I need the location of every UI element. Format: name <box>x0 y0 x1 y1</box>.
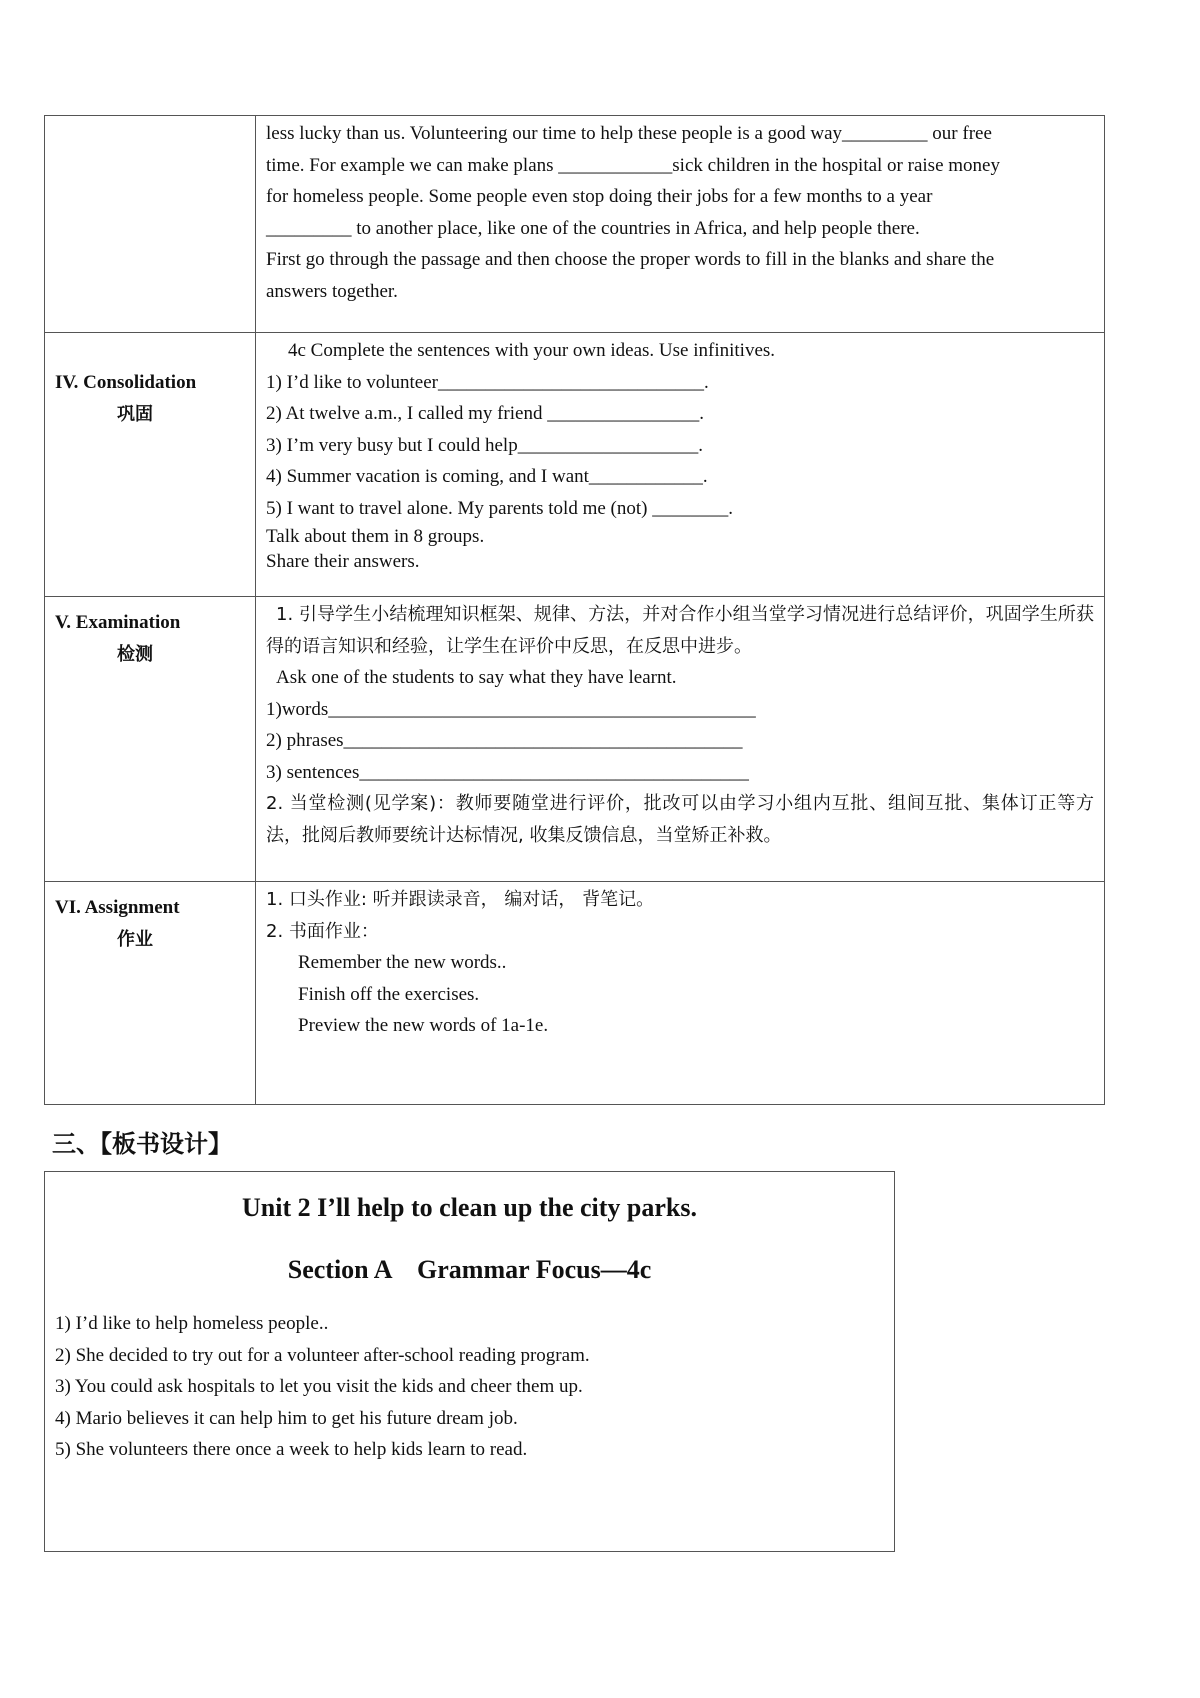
board-design-box <box>44 1171 895 1552</box>
examination-label-cell <box>45 597 256 882</box>
examination-label-zh: 检测 <box>117 643 153 665</box>
consolidation-label-cell <box>45 333 256 597</box>
consolidation-label: IV. Consolidation <box>55 372 197 393</box>
lesson-table <box>44 115 1105 1105</box>
assignment-label-cell <box>45 882 256 1105</box>
table-row-assignment <box>45 882 1105 1105</box>
homework-task-2: Finish off the exercises. <box>298 983 480 1005</box>
summary-instruction: 1. 引导学生小结梳理知识框架、规律、方法，并对合作小组当堂学习情况进行总结评价，巩固学生所获得的语言知识和经验，让学生在评价中反思，在反思中进步。 <box>266 604 1094 657</box>
assignment-label: VI. Assignment <box>55 897 180 918</box>
board-sentence-4: 4) Mario believes it can help him to get his future dream job. <box>55 1407 518 1429</box>
exercise-item-1: 1) I’d like to volunteer____________________________. <box>266 371 709 393</box>
ask-students-line: Ask one of the students to say what they have learnt. <box>276 667 677 688</box>
assignment-label-zh: 作业 <box>117 928 153 950</box>
words-blank: 1)words_____________________________________________ <box>266 698 756 720</box>
board-sentence-1: 1) I’d like to help homeless people.. <box>55 1313 329 1334</box>
assignment-content-cell <box>256 882 1105 1105</box>
homework-task-3: Preview the new words of 1a-1e. <box>298 1015 549 1036</box>
board-section-subtitle: Section A Grammar Focus—4c <box>287 1255 652 1284</box>
board-sentence-3: 3) You could ask hospitals to let you visit the kids and cheer them up. <box>55 1376 583 1397</box>
board-design-heading: 三、【板书设计】 <box>52 1130 232 1158</box>
written-homework-heading: 2. 书面作业： <box>266 920 379 942</box>
reading-content-cell <box>256 116 1105 333</box>
sentences-blank: 3) sentences_________________________________________ <box>266 761 749 783</box>
group-talk-note: Talk about them in 8 groups. <box>266 526 485 547</box>
share-answers-note: Share their answers. <box>266 551 420 572</box>
phrases-blank: 2) phrases__________________________________________ <box>266 730 743 751</box>
consolidation-content-cell <box>256 333 1105 597</box>
oral-homework: 1. 口头作业: 听并跟读录音， 编对话， 背笔记。 <box>266 889 655 910</box>
passage-line-3: for homeless people. Some people even stop doing their jobs for a few months to a year <box>266 186 933 207</box>
exercise-4c-intro: 4c Complete the sentences with your own ideas. Use infinitives. <box>288 340 776 361</box>
passage-line-4: _________ to another place, like one of the countries in Africa, and help people there. <box>266 217 920 239</box>
instruction-line-1: First go through the passage and then choose the proper words to fill in the blanks and share the <box>266 249 995 270</box>
table-row-examination <box>45 597 1105 882</box>
instruction-line-2: answers together. <box>266 280 398 302</box>
reading-passage <box>266 118 1094 307</box>
exercise-item-2: 2) At twelve a.m., I called my friend ________________. <box>266 403 704 424</box>
examination-label: V. Examination <box>55 612 181 633</box>
exercise-item-3: 3) I’m very busy but I could help___________________. <box>266 434 703 456</box>
exercise-item-4: 4) Summer vacation is coming, and I want____________. <box>266 466 708 487</box>
exercise-item-5: 5) I want to travel alone. My parents told me (not) ________. <box>266 497 733 519</box>
empty-label-cell <box>45 116 256 333</box>
homework-task-1: Remember the new words.. <box>298 952 507 973</box>
passage-line-2: time. For example we can make plans ____________sick children in the hospital or raise money <box>266 154 1000 176</box>
board-sentence-5: 5) She volunteers there once a week to help kids learn to read. <box>55 1439 528 1460</box>
passage-line-1: less lucky than us. Volunteering our time to help these people is a good way_________ our free <box>266 123 992 144</box>
table-row-consolidation <box>45 333 1105 597</box>
table-row-reading <box>45 116 1105 333</box>
examination-content-cell <box>256 597 1105 882</box>
board-unit-title: Unit 2 I’ll help to clean up the city parks. <box>241 1193 698 1222</box>
board-sentence-2: 2) She decided to try out for a volunteer after-school reading program. <box>55 1344 590 1366</box>
consolidation-label-zh: 巩固 <box>117 403 153 425</box>
in-class-test-instruction: 2. 当堂检测(见学案)：教师要随堂进行评价，批改可以由学习小组内互批、组间互批、集体订正等方法，批阅后教师要统计达标情况, 收集反馈信息，当堂矫正补救。 <box>266 793 1094 846</box>
board-sentence-list <box>45 1308 894 1466</box>
